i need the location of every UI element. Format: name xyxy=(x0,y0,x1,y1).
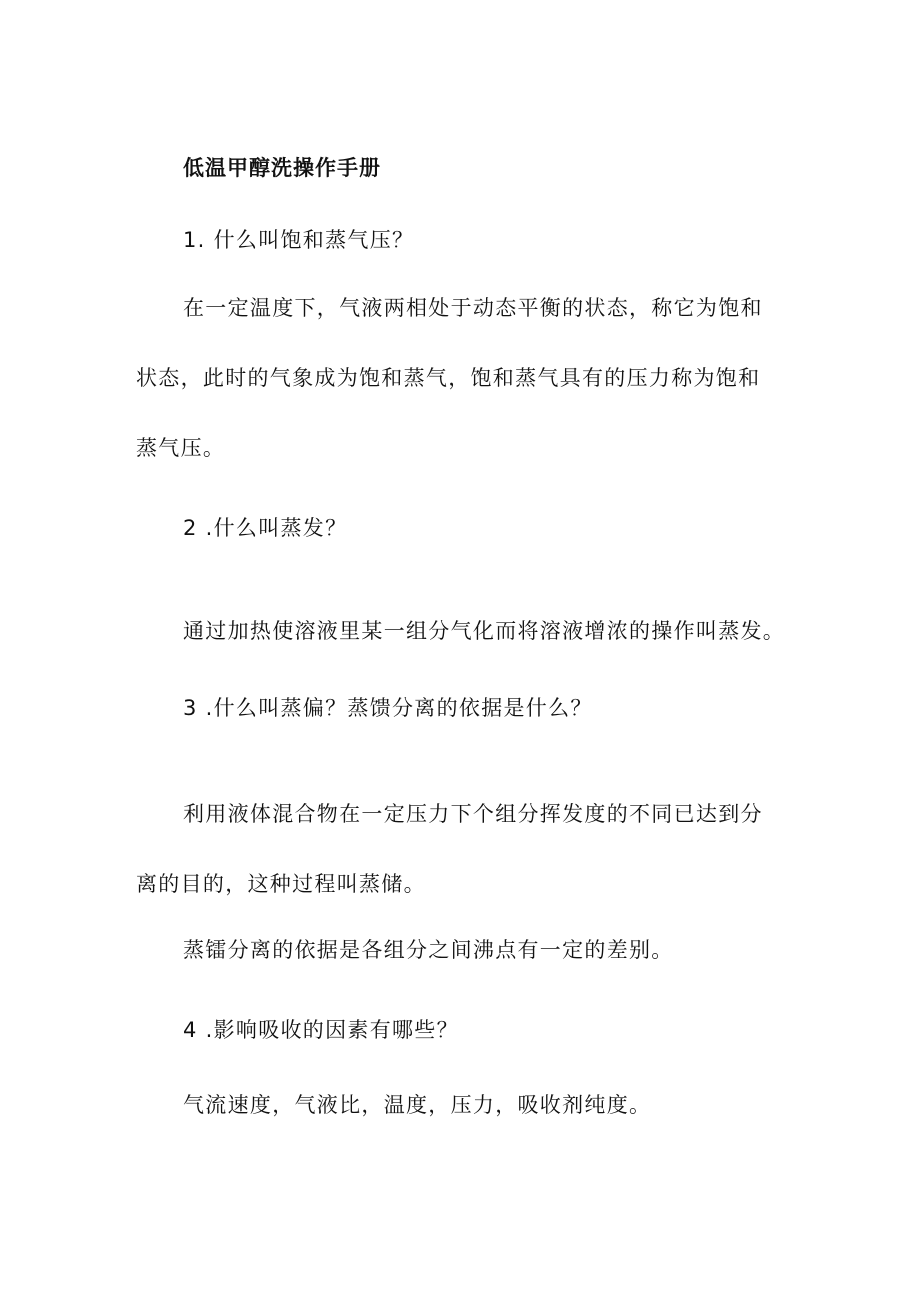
answer-3-line-3: 蒸镭分离的依据是各组分之间沸点有一定的差别。 xyxy=(183,938,674,962)
question-3: 3 .什么叫蒸偏？蒸馈分离的依据是什么？ xyxy=(183,696,593,720)
question-2: 2 .什么叫蒸发？ xyxy=(183,516,348,540)
answer-1-line-2: 状态，此时的气象成为饱和蒸气，饱和蒸气具有的压力称为饱和 xyxy=(136,366,761,390)
answer-3-line-1: 利用液体混合物在一定压力下个组分挥发度的不同已达到分 xyxy=(183,802,763,826)
answer-2-line-1: 通过加热使溶液里某一组分气化而将溶液增浓的操作叫蒸发。 xyxy=(183,619,786,643)
answer-1-line-3: 蒸气压。 xyxy=(136,436,226,460)
answer-3-line-2: 离的目的，这种过程叫蒸储。 xyxy=(136,872,426,896)
answer-4-line-1: 气流速度，气液比，温度，压力，吸收剂纯度。 xyxy=(183,1093,652,1117)
answer-1-line-1: 在一定温度下，气液两相处于动态平衡的状态，称它为饱和 xyxy=(183,296,763,320)
document-title: 低温甲醇洗操作手册 xyxy=(183,156,381,180)
question-1: 1. 什么叫饱和蒸气压？ xyxy=(183,228,415,252)
question-4: 4 .影响吸收的因素有哪些？ xyxy=(183,1018,459,1042)
